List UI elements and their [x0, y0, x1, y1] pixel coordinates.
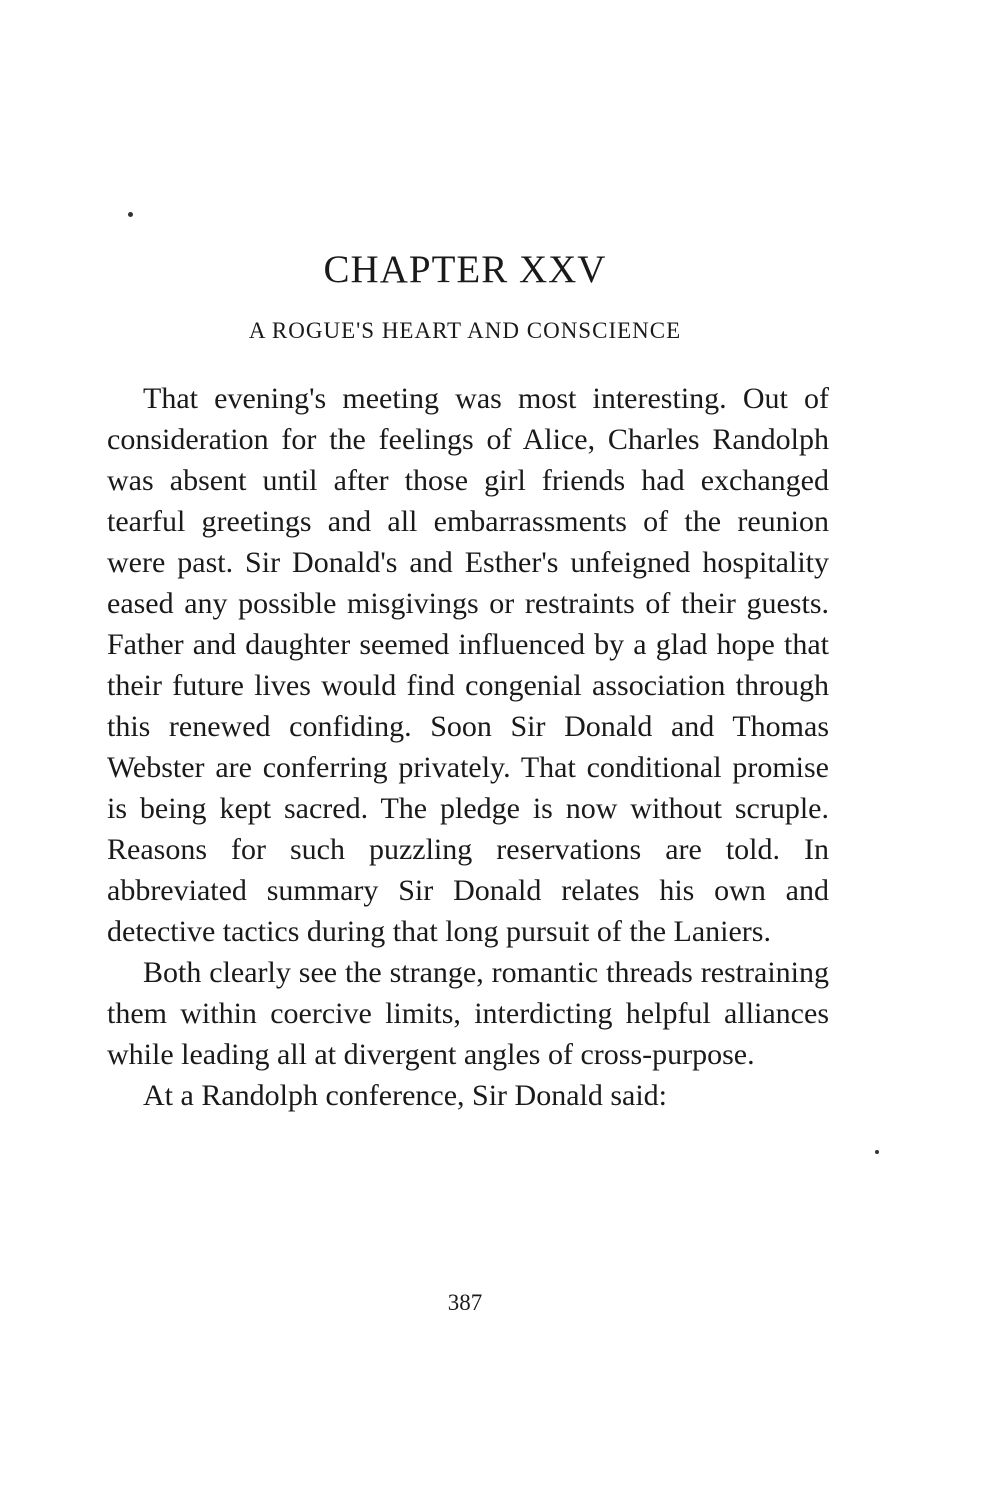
chapter-body — [107, 378, 829, 1116]
chapter-title: CHAPTER XXV — [323, 248, 607, 291]
paragraph-3: At a Randolph conference, Sir Donald said: — [143, 1079, 668, 1112]
scan-speck — [128, 212, 133, 217]
chapter-subtitle: A ROGUE'S HEART AND CONSCIENCE — [248, 318, 682, 343]
paragraph-2: Both clearly see the strange, romantic threads restraining them within coercive limits, interdicting helpful alliances while leading all at divergent angles of cross-purpose. — [107, 956, 829, 1071]
page-number: 387 — [447, 1290, 483, 1315]
scan-speck — [875, 1150, 879, 1154]
paragraph-1: That evening's meeting was most interesting. Out of consideration for the feelings of Alice, Charles Randolph was absent until after those girl friends had exchanged tearful greetings and all embarrassments of the reunion were past. Sir Donald's and Esther's unfeigned hospitality eased any possible misgivings or restraints of their guests. Father and daughter seemed influenced by a glad hope that their future lives would find congenial association through this renewed confiding. Soon Sir Donald and Thomas Webster are conferring privately. That conditional promise is being kept sacred. The pledge is now without scruple. Reasons for such puzzling reservations are told. In abbreviated summary Sir Donald relates his own and detective tactics during that long pursuit of the Laniers. — [107, 382, 829, 948]
